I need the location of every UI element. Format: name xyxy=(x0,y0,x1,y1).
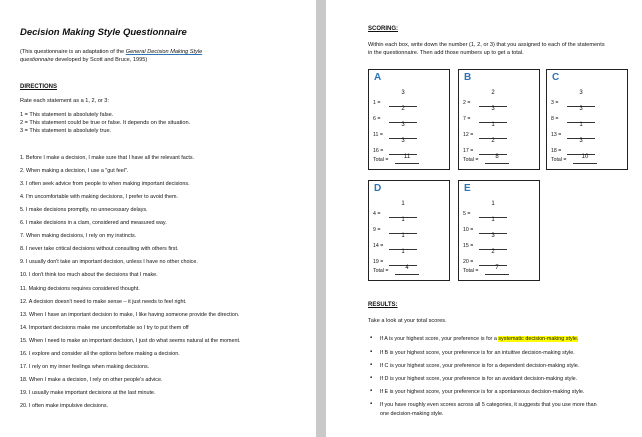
scale-3: 3 = This statement is absolutely true. xyxy=(20,128,112,134)
intro-suffix: developed by Scott and Bruce, 1995) xyxy=(53,57,148,63)
box-row-label: 5 = xyxy=(463,211,471,217)
answer-value: 2 xyxy=(401,106,405,112)
box-row-label: 17 = xyxy=(463,148,474,154)
answer-value: 3 xyxy=(579,138,583,144)
total-value: 11 xyxy=(403,154,411,160)
box-letter: B xyxy=(464,72,472,83)
box-letter: A xyxy=(374,72,382,83)
results-heading: RESULTS: xyxy=(368,302,398,308)
box-row-label: 8 = xyxy=(551,116,559,122)
box-letter: E xyxy=(464,183,471,194)
question-item: 20. I often make impulsive decisions. xyxy=(20,402,109,409)
box-total-label: Total = xyxy=(373,268,389,274)
question-item: 7. When making decisions, I rely on my instincts. xyxy=(20,233,137,240)
intro-line-2 xyxy=(20,57,147,64)
scale-1: 1 = This statement is absolutely false. xyxy=(20,112,114,118)
result-bullet-a xyxy=(380,336,578,342)
total-line xyxy=(395,274,419,275)
answer-value: 1 xyxy=(401,217,405,223)
question-item: 5. I make decisions promptly, no unnecessary delays. xyxy=(20,207,148,214)
box-total-label: Total = xyxy=(551,157,567,163)
box-letter: C xyxy=(552,72,560,83)
box-row-label: 20 = xyxy=(463,259,474,265)
question-item: 13. When I have an important decision to make, I like having someone provide the direction. xyxy=(20,311,240,318)
answer-value: 1 xyxy=(579,122,583,128)
left-page xyxy=(0,0,316,437)
result-bullet-even: ▪ If you have roughly even scores across all 5 categories, it suggests that you use more than xyxy=(380,402,597,408)
scoring-text-2: in the questionnaire. Then add those numbers up to get a total. xyxy=(368,50,524,56)
score-box-c xyxy=(546,69,628,170)
total-line xyxy=(485,274,509,275)
box-row-label: 6 = xyxy=(373,116,381,122)
answer-value: 1 xyxy=(401,233,405,239)
result-bullet-e: ▪ If E is your highest score, your preference is for a spontaneous decision-making style. xyxy=(380,389,584,395)
total-value: 4 xyxy=(405,265,409,271)
answer-value: 3 xyxy=(401,138,405,144)
question-item: 12. A decision doesn't need to make sense – it just needs to feel right. xyxy=(20,298,187,305)
score-box-b xyxy=(458,69,540,170)
question-item: 15. When I need to make an important decision, I just do what seems natural at the moment. xyxy=(20,337,241,344)
scale-2: 2 = This statement could be true or false. It depends on the situation. xyxy=(20,120,191,126)
answer-value: 1 xyxy=(491,122,495,128)
score-box-e xyxy=(458,180,540,281)
box-row-label: 15 = xyxy=(463,243,474,249)
question-item: 6. I make decisions in a clam, considered and measured way. xyxy=(20,220,167,227)
box-row-label: 10 = xyxy=(463,227,474,233)
question-item: 19. I usually make important decisions at the last minute. xyxy=(20,389,156,396)
box-row-label: 3 = xyxy=(551,100,559,106)
question-item: 1. Before I make a decision, I make sure that I have all the relevant facts. xyxy=(20,155,195,161)
box-letter: D xyxy=(374,183,382,194)
question-item: 3. I often seek advice from people to when making important decisions. xyxy=(20,181,190,188)
total-value: 10 xyxy=(581,154,589,160)
box-row-label: 13 = xyxy=(551,132,562,138)
total-line xyxy=(395,163,419,164)
page-title: Decision Making Style Questionnaire xyxy=(20,27,187,38)
answer-value: 1 xyxy=(401,249,405,255)
box-row-label: 7 = xyxy=(463,116,471,122)
bullet-a-highlight: systematic decision-making style. xyxy=(498,336,579,342)
question-item: 9. I usually don't take an important decision, unless I have no other choice. xyxy=(20,259,198,266)
question-item: 16. I explore and consider all the options before making a decision. xyxy=(20,350,180,357)
answer-value: 2 xyxy=(491,138,495,144)
result-bullet-b: ▪ If B is your highest score, your preference is for an intuitive decision-making style. xyxy=(380,350,575,356)
box-row-label: 18 = xyxy=(551,148,562,154)
question-item: 2. When making a decision, I use a "gut feel". xyxy=(20,168,129,175)
question-item: 18. When I make a decision, I rely on other people's advice. xyxy=(20,376,163,383)
box-row-label: 11 = xyxy=(373,132,383,138)
box-total-label: Total = xyxy=(463,268,479,274)
box-row-label: 2 = xyxy=(463,100,471,106)
question-item: 14. Important decisions make me uncomfortable so I try to put them off xyxy=(20,324,189,331)
result-bullet-even-cont: one decision-making style. xyxy=(380,411,444,417)
scoring-text-1: Within each box, write down the number (1, 2, or 3) that you assigned to each of the statements xyxy=(368,42,605,48)
total-line xyxy=(485,163,509,164)
directions-heading: DIRECTIONS xyxy=(20,84,58,90)
answer-value: 3 xyxy=(491,233,495,239)
scoring-heading: SCORING: xyxy=(368,26,398,32)
intro-prefix: (This questionnaire is an adaptation of the xyxy=(20,49,126,55)
intro-italic: General Decision Making Style xyxy=(125,49,203,55)
answer-value: 1 xyxy=(491,201,495,207)
answer-value: 2 xyxy=(491,249,495,255)
result-bullet-d: ▪ If D is your highest score, your preference is for an avoidant decision-making style. xyxy=(380,376,577,382)
question-item: 4. I'm uncomfortable with making decisions, I prefer to avoid them. xyxy=(20,194,179,201)
answer-value: 2 xyxy=(491,90,495,96)
box-row-label: 12 = xyxy=(463,132,474,138)
right-page xyxy=(326,0,642,437)
total-line xyxy=(573,163,597,164)
answer-value: 1 xyxy=(491,217,495,223)
question-item: 17. I rely on my inner feelings when making decisions. xyxy=(20,363,150,370)
box-row-label: 4 = xyxy=(373,211,381,217)
question-item: 11. Making decisions requires considered thought. xyxy=(20,285,140,292)
box-row-label: 9 = xyxy=(373,227,381,233)
total-value: 7 xyxy=(495,265,499,271)
bullet-a-prefix: If A is your highest score, your preference is for a xyxy=(380,336,499,342)
box-row-label: 1 = xyxy=(373,100,381,106)
answer-value: 3 xyxy=(579,106,583,112)
box-row-label: 19 = xyxy=(373,259,384,265)
answer-value: 3 xyxy=(401,122,405,128)
intro-line2: questionnaire xyxy=(20,57,54,63)
answer-value: 1 xyxy=(401,201,405,207)
box-total-label: Total = xyxy=(373,157,389,163)
answer-value: 3 xyxy=(401,90,405,96)
answer-value: 3 xyxy=(579,90,583,96)
intro-line-1 xyxy=(20,49,202,56)
directions-text: Rate each statement as a 1, 2, or 3: xyxy=(20,98,109,104)
box-total-label: Total = xyxy=(463,157,479,163)
results-intro: Take a look at your total scores. xyxy=(368,318,447,324)
score-box-a xyxy=(368,69,450,170)
question-item: 8. I never take critical decisions without consulting with others first. xyxy=(20,246,179,253)
box-row-label: 14 = xyxy=(373,243,384,249)
question-item: 10. I don't think too much about the decisions that I make. xyxy=(20,272,158,279)
result-bullet-c: ▪ If C is your highest score, your preference is for a dependent decision-making style. xyxy=(380,363,579,369)
box-row-label: 16 = xyxy=(373,148,384,154)
total-value: 8 xyxy=(495,154,499,160)
answer-value: 3 xyxy=(491,106,495,112)
score-box-d xyxy=(368,180,450,281)
